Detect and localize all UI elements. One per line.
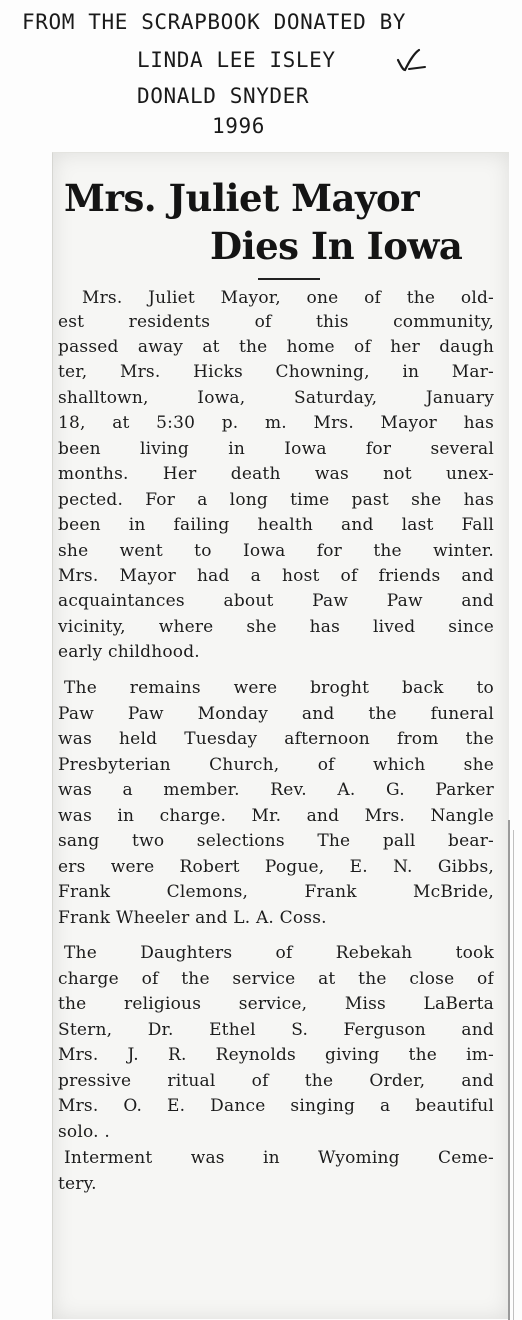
article-line: est residents of this community, [58, 314, 494, 332]
article-line: sang two selections The pall bear- [58, 833, 494, 851]
article-line: shalltown, Iowa, Saturday, January [58, 390, 494, 408]
article-line: Frank Clemons, Frank McBride, [58, 884, 494, 902]
article-line: Paw Paw Monday and the funeral [58, 706, 494, 724]
headline-line-2: Dies In Iowa [210, 224, 463, 268]
article-line: been in failing health and last Fall [58, 517, 494, 535]
article-line: solo. . [58, 1122, 110, 1142]
article-line: The Daughters of Rebekah took [64, 945, 494, 963]
article-line: pressive ritual of the Order, and [58, 1073, 494, 1091]
donation-note-line: FROM THE SCRAPBOOK DONATED BY [22, 10, 407, 34]
article-line: ers were Robert Pogue, E. N. Gibbs, [58, 859, 494, 877]
article-line: charge of the service at the close of [58, 971, 494, 989]
article-line: months. Her death was not unex- [58, 466, 494, 484]
article-line: acquaintances about Paw Paw and [58, 593, 494, 611]
article-line: tery. [58, 1174, 97, 1194]
article-line: Mrs. O. E. Dance singing a beautiful [58, 1098, 494, 1116]
article-line: she went to Iowa for the winter. [58, 543, 494, 561]
clipping-edge-shadow [508, 820, 510, 1320]
article-line: early childhood. [58, 642, 200, 662]
handwritten-check-mark [395, 48, 427, 74]
article-line: vicinity, where she has lived since [58, 619, 494, 637]
article-line: Presbyterian Church, of which she [58, 757, 494, 775]
article-line: was held Tuesday afternoon from the [58, 731, 494, 749]
article-line: Mrs. J. R. Reynolds giving the im- [58, 1047, 494, 1065]
article-line: 18, at 5:30 p. m. Mrs. Mayor has [58, 415, 494, 433]
donation-year: 1996 [212, 114, 265, 138]
article-line: Frank Wheeler and L. A. Coss. [58, 908, 327, 928]
clipping-edge-shadow-2 [513, 830, 514, 1320]
headline-rule [258, 278, 320, 280]
article-line: ter, Mrs. Hicks Chowning, in Mar- [58, 364, 494, 382]
article-line: Stern, Dr. Ethel S. Ferguson and [58, 1022, 494, 1040]
article-line: Interment was in Wyoming Ceme- [64, 1150, 494, 1168]
donor-name-line: LINDA LEE ISLEY [137, 48, 336, 72]
article-line: was a member. Rev. A. G. Parker [58, 782, 494, 800]
article-line: the religious service, Miss LaBerta [58, 996, 494, 1014]
article-line: The remains were broght back to [64, 680, 494, 698]
donor-name-line-2: DONALD SNYDER [137, 84, 310, 108]
article-line: was in charge. Mr. and Mrs. Nangle [58, 808, 494, 826]
article-line: Mrs. Mayor had a host of friends and [58, 568, 494, 586]
article-line: passed away at the home of her daugh [58, 339, 494, 357]
article-line: pected. For a long time past she has [58, 492, 494, 510]
article-line: Mrs. Juliet Mayor, one of the old- [82, 290, 494, 308]
headline-line-1: Mrs. Juliet Mayor [64, 176, 420, 220]
article-line: been living in Iowa for several [58, 441, 494, 459]
